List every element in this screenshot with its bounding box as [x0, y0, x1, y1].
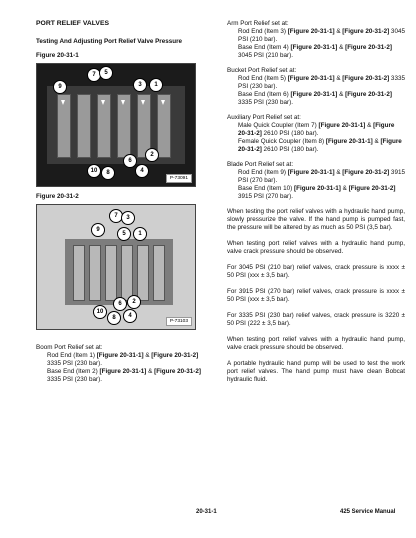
callout-7: 7: [109, 209, 123, 223]
arm-rod-end: Rod End (Item 3) [Figure 20-31-1] & [Figure 20-31-2] 3045 PSI (210 bar).: [238, 28, 405, 43]
figure-2-photo: [36, 204, 196, 330]
boom-title: Boom Port Relief set at:: [36, 344, 103, 351]
callout-5: 5: [99, 66, 113, 80]
callout-10: 10: [93, 305, 107, 319]
blade-rod-end: Rod End (Item 9) [Figure 20-31-1] & [Figure 20-31-2] 3915 PSI (270 bar).: [238, 169, 405, 184]
callout-1: 1: [149, 78, 163, 92]
callout-4: 4: [135, 164, 149, 178]
callout-10: 10: [87, 164, 101, 178]
callout-4: 4: [123, 309, 137, 323]
figure-1-photo: [36, 63, 196, 187]
blade-relief-block: [227, 161, 405, 201]
bucket-base-end: Base End (Item 6) [Figure 20-31-1] & [Figure 20-31-2] 3335 PSI (230 bar).: [238, 91, 392, 106]
boom-relief-block: [36, 344, 211, 384]
callout-3: 3: [133, 78, 147, 92]
callout-8: 8: [101, 166, 115, 180]
page-number: 20-31-1: [196, 509, 217, 515]
callout-2: 2: [127, 295, 141, 309]
bucket-title: Bucket Port Relief set at:: [227, 67, 297, 74]
callout-9: 9: [53, 80, 67, 94]
aux-relief-block: [227, 114, 405, 154]
aux-title: Auxiliary Port Relief set at:: [227, 114, 301, 121]
callout-6: 6: [123, 154, 137, 168]
callout-7: 7: [87, 68, 101, 82]
paragraph-3045: For 3045 PSI (210 bar) relief valves, crack pressure is xxxx ± 50 PSI (xxx ± 3,5 bar).: [227, 264, 405, 279]
figure-1-label: Figure 20-31-1: [36, 52, 79, 59]
callout-3: 3: [121, 211, 135, 225]
arm-base-end: Base End (Item 4) [Figure 20-31-1] & [Figure 20-31-2] 3045 PSI (210 bar).: [238, 44, 392, 59]
left-column: [36, 20, 211, 391]
manual-title: 425 Service Manual: [340, 509, 396, 515]
paragraph-pump-speed: When testing the port relief valves with a hydraulic hand pump, slowly pressurize the valve. If the hand pump is pumped fast, the pressure will be altered by as much as 50 PSI (3,5 bar).: [227, 208, 405, 231]
bucket-rod-end: Rod End (Item 5) [Figure 20-31-1] & [Figure 20-31-2] 3335 PSI (230 bar).: [238, 75, 405, 90]
paragraph-3335: For 3335 PSI (230 bar) relief valves, crack pressure is 3220 ± 50 PSI (222 ± 3,5 bar).: [227, 312, 405, 327]
arm-title: Arm Port Relief set at:: [227, 20, 289, 27]
blade-base-end: Base End (Item 10) [Figure 20-31-1] & [Figure 20-31-2] 3915 PSI (270 bar).: [238, 185, 396, 200]
bucket-relief-block: [227, 67, 405, 107]
boom-rod-end: Rod End (Item 1) [Figure 20-31-1] & [Figure 20-31-2] 3335 PSI (230 bar).: [47, 352, 199, 367]
paragraph-hand-pump: A portable hydraulic hand pump will be used to test the work port relief valves. The hand pump must have clean Bobcat hydraulic fluid.: [227, 360, 405, 383]
boom-base-end: Base End (Item 2) [Figure 20-31-1] & [Figure 20-31-2] 3335 PSI (230 bar).: [47, 368, 201, 383]
paragraph-3915: For 3915 PSI (270 bar) relief valves, crack pressure is xxxx ± 50 PSI (xxx ± 3,5 bar).: [227, 288, 405, 303]
figure-1-tag: P-73091: [166, 174, 192, 183]
figure-2-tag: P-73103: [166, 317, 192, 326]
right-column: [227, 20, 405, 392]
section-title: PORT RELIEF VALVES: [36, 20, 110, 27]
callout-9: 9: [91, 223, 105, 237]
callout-6: 6: [113, 297, 127, 311]
aux-female: Female Quick Coupler (Item 8) [Figure 20-31-1] & [Figure 20-31-2] 2610 PSI (180 bar).: [238, 138, 402, 153]
callout-5: 5: [117, 227, 131, 241]
figure-2-label: Figure 20-31-2: [36, 193, 79, 200]
paragraph-crack-observe-1: When testing port relief valves with a hydraulic hand pump, valve crack pressure should be observed.: [227, 240, 405, 255]
aux-male: Male Quick Coupler (Item 7) [Figure 20-31-1] & [Figure 20-31-2] 2610 PSI (180 bar).: [238, 122, 395, 137]
callout-8: 8: [107, 311, 121, 325]
arm-relief-block: [227, 20, 405, 60]
callout-2: 2: [145, 148, 159, 162]
blade-title: Blade Port Relief set at:: [227, 161, 294, 168]
callout-1: 1: [133, 227, 147, 241]
paragraph-crack-observe-2: When testing port relief valves with a hydraulic hand pump, valve crack pressure should be observed.: [227, 336, 405, 351]
section-subtitle: Testing And Adjusting Port Relief Valve Pressure: [36, 38, 183, 45]
